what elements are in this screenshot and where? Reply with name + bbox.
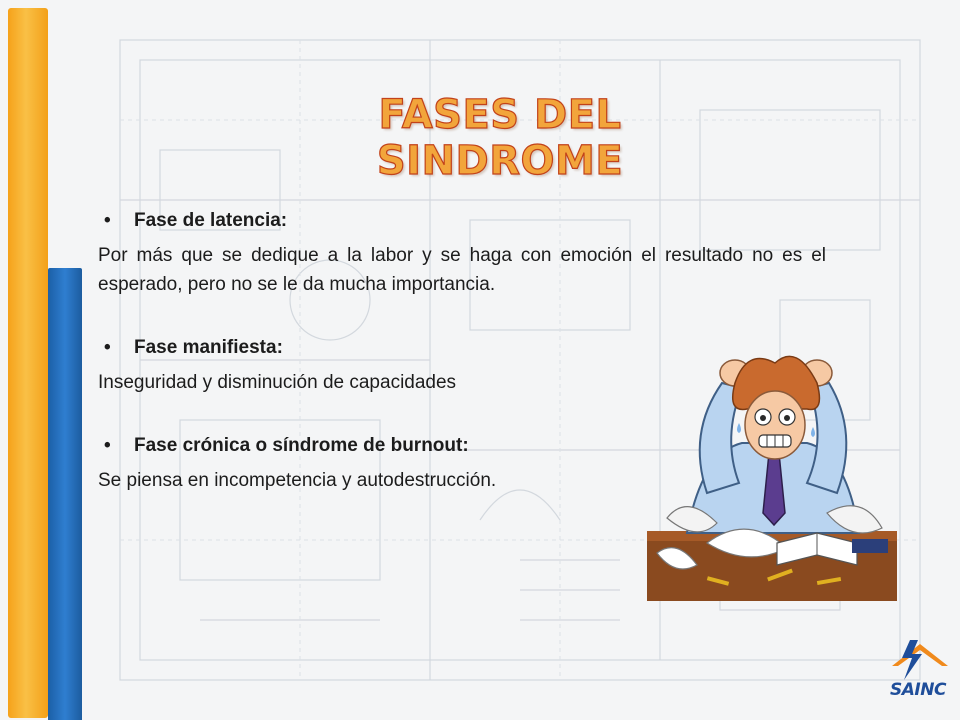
bullet-fase-cronica: • Fase crónica o síndrome de burnout: [98, 431, 826, 460]
bullet-fase-latencia: • Fase de latencia: [98, 206, 826, 235]
orange-side-bar [8, 8, 48, 718]
sainc-logo [886, 636, 952, 712]
bullet-fase-manifiesta: • Fase manifiesta: [98, 333, 826, 362]
paragraph-fase-latencia: Por más que se dedique a la labor y se haga con emoción el resultado no es el esperado, pero no se le da mucha importancia. [98, 245, 826, 295]
stressed-worker-illustration [647, 343, 897, 601]
paragraph-fase-manifiesta: Inseguridad y disminución de capacidades [98, 372, 457, 393]
blue-side-bar [48, 268, 82, 720]
paragraph-fase-cronica: Se piensa en incompetencia y autodestrucción. [98, 470, 497, 491]
slide-title: FASES DEL SINDROME [376, 92, 624, 184]
lightning-house-icon [886, 636, 952, 686]
logo-text: SAINC [890, 680, 946, 700]
